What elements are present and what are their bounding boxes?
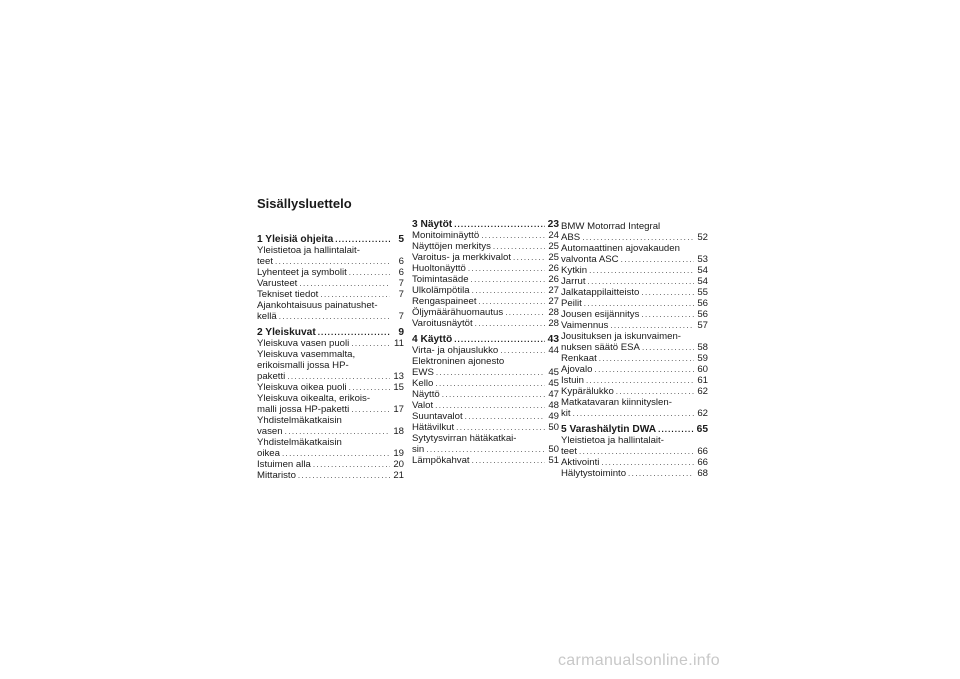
- page-number: 51: [548, 455, 559, 466]
- toc-entry[interactable]: [561, 457, 708, 468]
- dot-leader: [582, 232, 694, 243]
- dot-leader: [616, 386, 694, 397]
- toc-entry[interactable]: [257, 245, 404, 267]
- toc-entry-label: Näyttö: [412, 389, 440, 400]
- dot-leader: [642, 342, 694, 353]
- toc-entry[interactable]: [412, 356, 559, 378]
- dot-leader: [471, 274, 545, 285]
- page-number: 47: [548, 389, 559, 400]
- toc-entry-label: valvonta ASC: [561, 254, 619, 265]
- toc-column-3: [561, 221, 708, 479]
- dot-leader: [275, 256, 390, 267]
- toc-entry-label: Öljymäärähuomautus: [412, 307, 504, 318]
- toc-entry-label: Yleiskuva oikea puoli: [257, 382, 347, 393]
- toc-entry[interactable]: [257, 289, 404, 300]
- page-number: 60: [697, 364, 708, 375]
- dot-leader: [468, 263, 545, 274]
- page-number: 6: [398, 256, 404, 267]
- page-number: 28: [548, 307, 559, 318]
- toc-entry[interactable]: [561, 353, 708, 364]
- page-number: 7: [398, 289, 404, 300]
- toc-entry-label-line: Jousituksen ja iskunvaimen-: [561, 331, 681, 342]
- page-number: 17: [393, 404, 404, 415]
- dot-leader: [601, 457, 694, 468]
- toc-entry[interactable]: [412, 307, 559, 318]
- toc-entry[interactable]: [561, 221, 708, 243]
- toc-entry[interactable]: [257, 470, 404, 481]
- toc-entry[interactable]: [412, 296, 559, 307]
- toc-entry-label: Varoitusnäytöt: [412, 318, 473, 329]
- toc-entry-label: Istuimen alla: [257, 459, 311, 470]
- toc-entry[interactable]: [412, 389, 559, 400]
- toc-entry[interactable]: [257, 415, 404, 437]
- toc-entry-label-line: Matkatavaran kiinnityslen-: [561, 397, 672, 408]
- dot-leader: [481, 230, 545, 241]
- toc-entry[interactable]: [412, 422, 559, 433]
- toc-entry-label: malli jossa HP-paketti: [257, 404, 350, 415]
- dot-leader: [426, 444, 545, 455]
- toc-entry[interactable]: [561, 243, 708, 265]
- page-number: 68: [697, 468, 708, 479]
- toc-entry-label: Hälytystoiminto: [561, 468, 627, 479]
- toc-entry-label: teet: [257, 256, 274, 267]
- toc-entry[interactable]: [561, 386, 708, 397]
- page-number: 49: [548, 411, 559, 422]
- page-number: 54: [697, 265, 708, 276]
- toc-chapter-label: 4 Käyttö: [412, 334, 453, 345]
- toc-entry-label: Jarrut: [561, 276, 586, 287]
- page-number: 9: [398, 327, 404, 338]
- toc-entry-label: Lyhenteet ja symbolit: [257, 267, 347, 278]
- page-number: 21: [393, 470, 404, 481]
- dot-leader: [475, 318, 545, 329]
- toc-entry-label: Lämpökahvat: [412, 455, 470, 466]
- dot-leader: [279, 311, 390, 322]
- toc-entry[interactable]: [561, 309, 708, 320]
- toc-entry[interactable]: [412, 345, 559, 356]
- page-number: 50: [548, 422, 559, 433]
- toc-entry-label: Jousen esijännitys: [561, 309, 640, 320]
- page-number: 13: [393, 371, 404, 382]
- page-number: 27: [548, 285, 559, 296]
- dot-leader: [313, 459, 390, 470]
- toc-entry[interactable]: [257, 349, 404, 382]
- toc-entry-label-line: Ajankohtaisuus painatushet-: [257, 300, 378, 311]
- page-number: 43: [547, 334, 559, 345]
- dot-leader: [599, 353, 694, 364]
- toc-entry-label: Renkaat: [561, 353, 597, 364]
- toc-entry-label-line: Yleiskuva vasemmalta,: [257, 349, 356, 360]
- page-number: 56: [697, 309, 708, 320]
- toc-entry-label: nuksen säätö ESA: [561, 342, 640, 353]
- page-number: 52: [697, 232, 708, 243]
- toc-entry-label: kit: [561, 408, 571, 419]
- toc-entry-label: Toimintasäde: [412, 274, 469, 285]
- dot-leader: [628, 468, 694, 479]
- page-number: 57: [697, 320, 708, 331]
- dot-leader: [589, 265, 694, 276]
- toc-entry[interactable]: [257, 459, 404, 470]
- toc-entry-label: Virta- ja ohjauslukko: [412, 345, 499, 356]
- toc-entry-label-line: Yhdistelmäkatkaisin: [257, 437, 342, 448]
- toc-entry-label: Varoitus- ja merkkivalot: [412, 252, 511, 263]
- dot-leader: [435, 400, 545, 411]
- toc-entry-label: Rengaspaineet: [412, 296, 477, 307]
- toc-entry-label: kellä: [257, 311, 277, 322]
- toc-entry[interactable]: [257, 338, 404, 349]
- toc-entry-label: Tekniset tiedot: [257, 289, 319, 300]
- toc-entry[interactable]: [561, 468, 708, 479]
- page-number: 66: [697, 446, 708, 457]
- dot-leader: [299, 278, 390, 289]
- page-number: 25: [548, 241, 559, 252]
- toc-entry-label: Kytkin: [561, 265, 588, 276]
- toc-entry-label: teet: [561, 446, 578, 457]
- page-number: 5: [398, 234, 404, 245]
- page-number: 7: [398, 311, 404, 322]
- dot-leader: [579, 446, 694, 457]
- toc-entry[interactable]: [561, 276, 708, 287]
- page-number: 23: [547, 219, 559, 230]
- toc-entry-label: oikea: [257, 448, 280, 459]
- toc-entry-label: Jalkatappilaitteisto: [561, 287, 640, 298]
- dot-leader: [351, 338, 390, 349]
- dot-leader: [479, 296, 545, 307]
- page-number: 59: [697, 353, 708, 364]
- page-number: 55: [697, 287, 708, 298]
- toc-entry-label-line: Yleistietoa ja hallintalait-: [561, 435, 664, 446]
- page-number: 24: [548, 230, 559, 241]
- toc-entry-label: Varusteet: [257, 278, 298, 289]
- page-number: 20: [393, 459, 404, 470]
- dot-leader: [584, 298, 694, 309]
- toc-entry-label-line: Yleistietoa ja hallintalait-: [257, 245, 360, 256]
- dot-leader: [465, 411, 545, 422]
- toc-entry-label: paketti: [257, 371, 286, 382]
- toc-entry[interactable]: [561, 397, 708, 419]
- dot-leader: [349, 267, 390, 278]
- page-title: Sisällysluettelo: [257, 196, 352, 211]
- toc-entry-label: Vaimennus: [561, 320, 609, 331]
- toc-entry-label: ABS: [561, 232, 581, 243]
- toc-entry-label: vasen: [257, 426, 283, 437]
- dot-leader: [320, 289, 390, 300]
- page-number: 26: [548, 274, 559, 285]
- toc-column-1: [257, 229, 404, 481]
- toc-entry[interactable]: [561, 320, 708, 331]
- page-number: 19: [393, 448, 404, 459]
- dot-leader: [442, 389, 545, 400]
- dot-leader: [621, 254, 694, 265]
- dot-leader: [472, 285, 545, 296]
- toc-entry[interactable]: [561, 364, 708, 375]
- page-number: 48: [548, 400, 559, 411]
- toc-entry[interactable]: [561, 287, 708, 298]
- toc-entry[interactable]: [561, 331, 708, 353]
- toc-entry-label: Kello: [412, 378, 434, 389]
- dot-leader: [500, 345, 545, 356]
- toc-entry[interactable]: [412, 230, 559, 241]
- toc-chapter[interactable]: [257, 327, 404, 338]
- dot-leader: [573, 408, 694, 419]
- toc-chapter-label: 3 Näytöt: [412, 219, 453, 230]
- dot-leader: [513, 252, 545, 263]
- toc-entry-label: Monitoiminäyttö: [412, 230, 480, 241]
- toc-entry[interactable]: [412, 411, 559, 422]
- toc-entry-label: Kypärälukko: [561, 386, 614, 397]
- toc-chapter[interactable]: [561, 424, 708, 435]
- toc-entry[interactable]: [257, 300, 404, 322]
- dot-leader: [594, 364, 694, 375]
- toc-entry[interactable]: [561, 265, 708, 276]
- toc-entry-label-line: BMW Motorrad Integral: [561, 221, 661, 232]
- page-number: 50: [548, 444, 559, 455]
- page-number: 7: [398, 278, 404, 289]
- toc-chapter-label: 5 Varashälytin DWA: [561, 424, 657, 435]
- toc-entry[interactable]: [257, 278, 404, 289]
- dot-leader: [456, 422, 545, 433]
- page-number: 56: [697, 298, 708, 309]
- toc-entry[interactable]: [257, 437, 404, 459]
- page-number: 6: [398, 267, 404, 278]
- dot-leader: [610, 320, 694, 331]
- page-number: 44: [548, 345, 559, 356]
- toc-entry-label-line: Automaattinen ajovakauden: [561, 243, 680, 254]
- toc-entry[interactable]: [257, 393, 404, 415]
- toc-entry[interactable]: [412, 285, 559, 296]
- dot-leader: [454, 219, 545, 230]
- dot-leader: [287, 371, 390, 382]
- toc-entry[interactable]: [412, 274, 559, 285]
- toc-entry[interactable]: [412, 263, 559, 274]
- dot-leader: [641, 287, 694, 298]
- toc-entry-label: Yleiskuva vasen puoli: [257, 338, 350, 349]
- toc-entry-label: Mittaristo: [257, 470, 296, 481]
- page-number: 62: [697, 408, 708, 419]
- dot-leader: [641, 309, 694, 320]
- page-number: 26: [548, 263, 559, 274]
- toc-entry-label-line: erikoismalli jossa HP-: [257, 360, 349, 371]
- toc-entry-label: Huoltonäyttö: [412, 263, 466, 274]
- dot-leader: [586, 375, 694, 386]
- dot-leader: [588, 276, 694, 287]
- toc-chapter[interactable]: [257, 234, 404, 245]
- toc-chapter[interactable]: [412, 219, 559, 230]
- toc-entry[interactable]: [412, 455, 559, 466]
- dot-leader: [505, 307, 545, 318]
- toc-chapter-label: 2 Yleiskuvat: [257, 327, 316, 338]
- dot-leader: [351, 404, 390, 415]
- toc-entry-label: Peilit: [561, 298, 582, 309]
- toc-entry-label: Aktivointi: [561, 457, 600, 468]
- toc-entry[interactable]: [412, 433, 559, 455]
- toc-entry-label-line: Yhdistelmäkatkaisin: [257, 415, 342, 426]
- dot-leader: [658, 424, 694, 435]
- dot-leader: [285, 426, 390, 437]
- watermark-text: carmanualsonline.info: [558, 652, 720, 669]
- toc-entry[interactable]: [412, 400, 559, 411]
- page-number: 66: [697, 457, 708, 468]
- toc-chapter-label: 1 Yleisiä ohjeita: [257, 234, 334, 245]
- toc-entry[interactable]: [561, 375, 708, 386]
- page-number: 25: [548, 252, 559, 263]
- page-number: 65: [696, 424, 708, 435]
- page-number: 62: [697, 386, 708, 397]
- toc-entry-label-line: Elektroninen ajonesto: [412, 356, 505, 367]
- toc-entry-label-line: Yleiskuva oikealta, erikois-: [257, 393, 371, 404]
- toc-entry[interactable]: [257, 267, 404, 278]
- toc-entry[interactable]: [412, 318, 559, 329]
- toc-chapter[interactable]: [412, 334, 559, 345]
- page-number: 28: [548, 318, 559, 329]
- page-number: 45: [548, 378, 559, 389]
- page-number: 27: [548, 296, 559, 307]
- dot-leader: [282, 448, 390, 459]
- dot-leader: [454, 334, 545, 345]
- page-number: 53: [697, 254, 708, 265]
- toc-entry[interactable]: [412, 252, 559, 263]
- dot-leader: [335, 234, 390, 245]
- toc-entry[interactable]: [412, 378, 559, 389]
- page-number: 54: [697, 276, 708, 287]
- toc-entry-label: Suuntavalot: [412, 411, 463, 422]
- toc-entry-label: Ajovalo: [561, 364, 593, 375]
- toc-entry-label: Istuin: [561, 375, 584, 386]
- dot-leader: [472, 455, 545, 466]
- toc-entry[interactable]: [257, 382, 404, 393]
- toc-entry-label: Hätävilkut: [412, 422, 455, 433]
- toc-entry[interactable]: [412, 241, 559, 252]
- toc-entry-label: Näyttöjen merkitys: [412, 241, 491, 252]
- page-number: 11: [394, 338, 404, 349]
- page-number: 45: [548, 367, 559, 378]
- dot-leader: [493, 241, 545, 252]
- dot-leader: [349, 382, 390, 393]
- page-number: 58: [697, 342, 708, 353]
- toc-entry-label-line: Sytytysvirran hätäkatkai-: [412, 433, 517, 444]
- toc-entry-label: Ulkolämpötila: [412, 285, 470, 296]
- toc-entry[interactable]: [561, 298, 708, 309]
- toc-entry[interactable]: [561, 435, 708, 457]
- dot-leader: [318, 327, 390, 338]
- dot-leader: [436, 367, 545, 378]
- page-number: 61: [697, 375, 708, 386]
- toc-entry-label: Valot: [412, 400, 434, 411]
- toc-column-2: [412, 214, 559, 466]
- toc-entry-label: sin: [412, 444, 425, 455]
- toc-entry-label: EWS: [412, 367, 434, 378]
- dot-leader: [435, 378, 545, 389]
- page-number: 15: [393, 382, 404, 393]
- dot-leader: [298, 470, 390, 481]
- page-number: 18: [393, 426, 404, 437]
